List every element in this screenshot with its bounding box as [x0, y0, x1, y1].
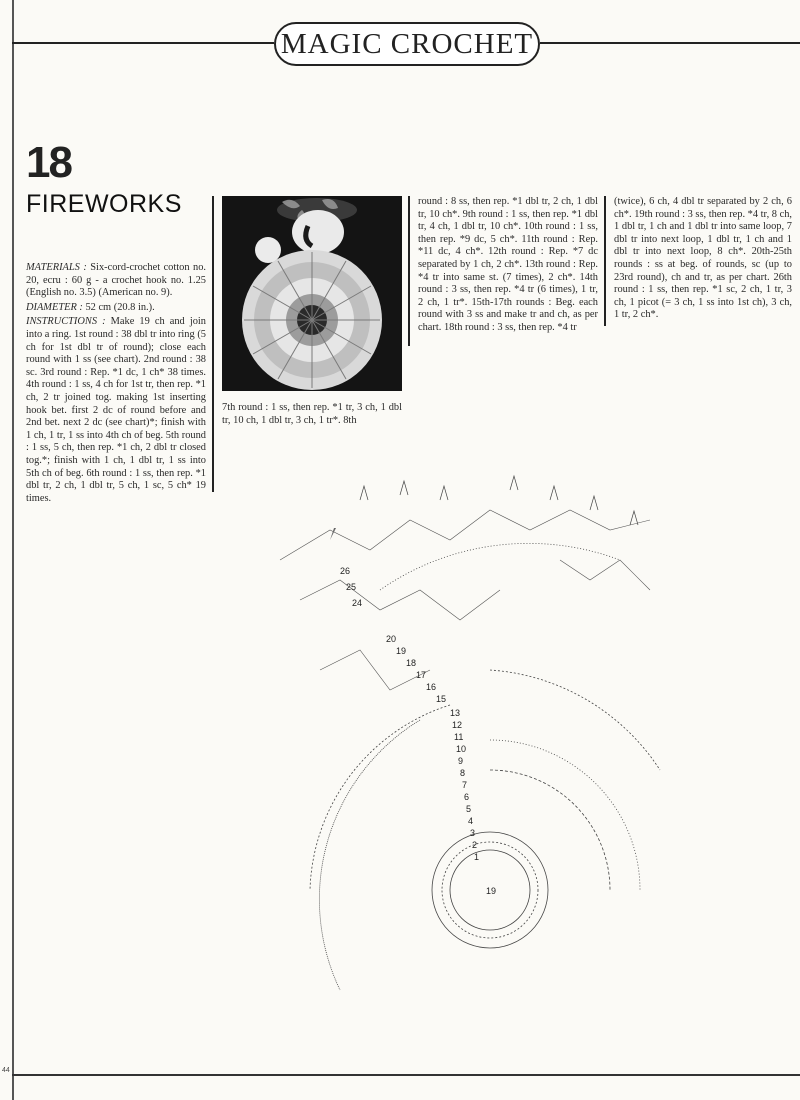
chart-round-label: 19 [396, 646, 407, 656]
chart-round-label: 13 [450, 708, 461, 718]
chart-round-label: 2 [472, 840, 478, 850]
crochet-chart [260, 470, 680, 1010]
chart-round-label: 9 [458, 756, 464, 766]
page-number: 44 [2, 1067, 10, 1074]
chart-round-label: 26 [340, 566, 351, 576]
page-binding-edge [12, 0, 14, 1100]
pattern-title: FIREWORKS [26, 190, 182, 218]
chart-round-label: 7 [462, 780, 468, 790]
text-column-4: (twice), 6 ch, 4 dbl tr separated by 2 ch, 6 ch*. 19th round : 3 ss, then rep. *4 tr, 8 ch, 1 dbl tr, 1 ch and 1 dbl tr into same loop, 7 dbl tr into next loop, 1 dbl tr, 1 ch and 1 dbl tr into next loop, 8 ch*. 20th-25th rounds : ss at beg. of rounds, sc (up to 23rd round), ch and tr, as per chart. 26th round : 1 ss, then rep. *1 sc, 2 ch, 1 tr, 3 ch, 1 picot (= 3 ch, 1 ss into 1st ch), 3 ch, 1 tr, 2 ch*. [614, 196, 792, 321]
text-column-2: 7th round : 1 ss, then rep. *1 tr, 3 ch, 1 dbl tr, 10 ch, 1 dbl tr, 3 ch, 1 tr*. 8th [222, 402, 402, 426]
header-rule-right [540, 42, 800, 44]
chart-round-label: 16 [426, 682, 437, 692]
chart-round-label: 6 [464, 792, 470, 802]
materials-label: MATERIALS : [26, 262, 87, 273]
diameter-label: DIAMETER : [26, 301, 83, 313]
materials-text: Six-cord-crochet cotton no. 20, ecru : 60 g - a crochet hook no. 1.25 (English no. 3.5) (American no. 9). [26, 262, 206, 299]
chart-center-label: 19 [486, 886, 497, 896]
chart-round-label: 17 [416, 670, 427, 680]
chart-round-label: 18 [406, 658, 417, 668]
column-rule [604, 196, 606, 326]
chart-round-label: 15 [436, 694, 447, 704]
column-rule [408, 196, 410, 346]
chart-round-label: 20 [386, 634, 397, 644]
chart-round-label: 12 [452, 720, 463, 730]
chart-round-label: 1 [474, 852, 480, 862]
column-rule [212, 196, 214, 492]
footer-rule [12, 1074, 800, 1076]
pattern-number: 18 [26, 138, 71, 187]
diameter-text: 52 cm (20.8 in.). [82, 301, 155, 313]
header-rule-left [12, 42, 274, 44]
instructions-label: INSTRUCTIONS : [26, 316, 106, 328]
chart-round-label: 4 [468, 816, 474, 826]
chart-round-label: 11 [454, 732, 464, 742]
text-column-3: round : 8 ss, then rep. *1 dbl tr, 2 ch, 1 dbl tr, 10 ch*. 9th round : 1 ss, then rep. *1 dbl tr, 4 ch, 1 dbl tr, 10 ch*. 10th round : 1 ss, then rep. *9 dc, 5 ch*. 11th round : Rep. *11 dc, 4 ch*. 12th round : Rep. *7 dc separated by 1 ch, 2 ch*. 13th round : Rep. *4 tr into same st. (7 times), 2 ch*. 14th round : 3 ss, then rep. *4 tr (6 times), 1 tr, 2 ch, 1 tr*. 15th-17th rounds : Beg. each round with 3 ss and make tr and ch, as per chart. 18th round : 3 ss, then rep. *4 tr [418, 196, 598, 333]
doily-photo [222, 196, 402, 391]
text-column-1 [26, 262, 206, 507]
chart-round-label: 24 [352, 598, 363, 608]
chart-round-label: 10 [456, 744, 467, 754]
chart-round-label: 8 [460, 768, 466, 778]
magazine-banner: MAGIC CROCHET [274, 22, 540, 66]
instructions-text: Make 19 ch and join into a ring. 1st round : 38 dbl tr into ring (5 ch for 1st dbl tr of round); close each round with 1 ss (see chart). 2nd round : 38 sc. 3rd round : Rep. *1 dc, 1 ch* 38 times. 4th round : 1 ss, 4 ch for 1st tr, then rep. *1 ch, 2 tr joined tog. making 1st inserting hook bet. first 2 dc of round before and 2nd bet. next 2 dc (see chart)*; finish with 1 ch, 1 tr, 1 ss into 4th ch of beg. 5th round : 1 ss, 5 ch, then rep. *1 ch, 2 dbl tr closed tog.*; finish with 1 ch, 1 dbl tr, 1 ss into 5th ch of beg. 6th round : 1 ss, then rep. *1 dbl tr, 2 ch, 1 dbl tr, 5 ch, 1 sc, 5 ch* 19 times. [26, 316, 206, 504]
chart-round-label: 3 [470, 828, 476, 838]
chart-round-label: 5 [466, 804, 472, 814]
chart-round-label: 25 [346, 582, 357, 592]
